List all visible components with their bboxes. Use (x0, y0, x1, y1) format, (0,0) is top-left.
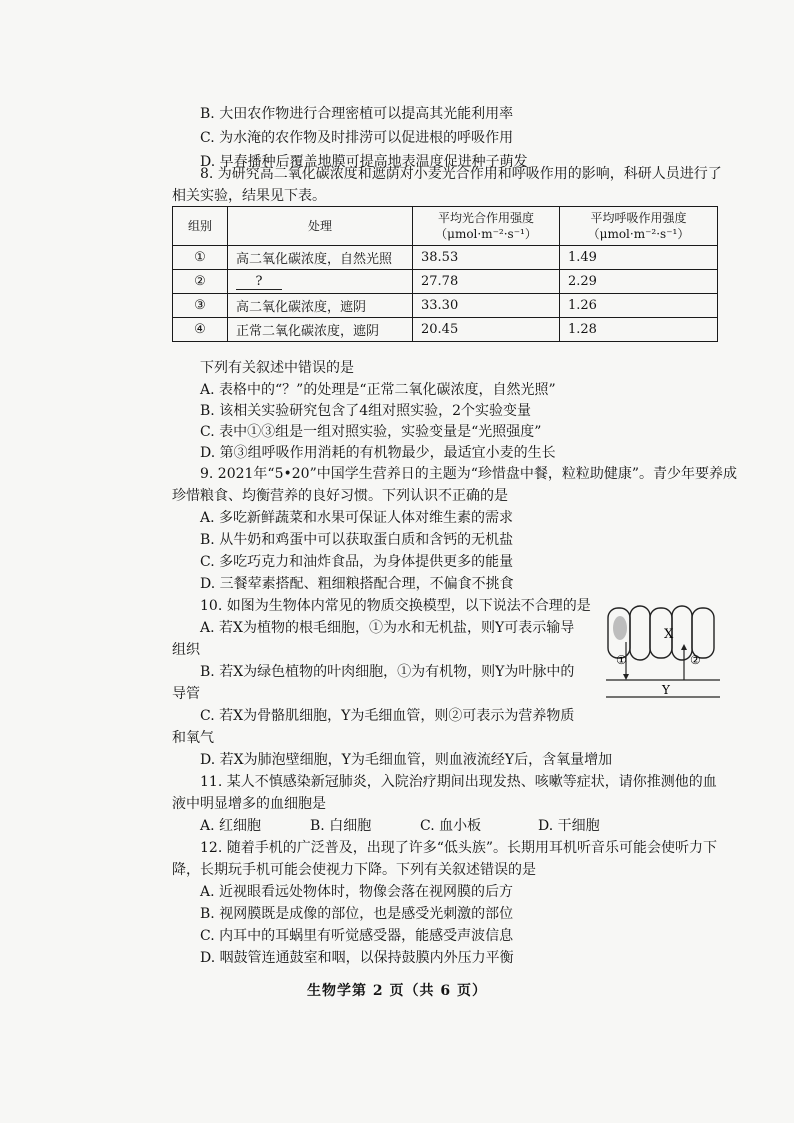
blank-treatment: ? (236, 274, 282, 290)
q12-stem-line2: 降，长期玩手机可能会使视力下降。下列有关叙述错误的是 (172, 862, 536, 878)
q9-option-d: D. 三餐荤素搭配、粗细粮搭配合理，不偏食不挑食 (200, 576, 514, 592)
q10-option-a-cont: 组织 (172, 642, 200, 658)
arrow-up-head (681, 644, 687, 650)
q9-stem-line2: 珍惜粮食、均衡营养的良好习惯。下列认识不正确的是 (172, 488, 508, 504)
q9-stem-line1: 9. 2021年“5•20”中国学生营养日的主题为“珍惜盘中餐，粒粒助健康”。青少年要养成 (200, 466, 738, 482)
table-header-respiration: 平均呼吸作用强度 （μmol·m⁻²·s⁻¹） (560, 207, 718, 246)
q10-option-c: C. 若X为骨骼肌细胞，Y为毛细血管，则②可表示为营养物质 (200, 708, 575, 724)
q10-option-d: D. 若X为肺泡壁细胞，Y为毛细血管，则血液流经Y后，含氧量增加 (200, 752, 613, 768)
q12-option-a: A. 近视眼看远处物体时，物像会落在视网膜的后方 (200, 884, 514, 900)
q10-stem: 10. 如图为生物体内常见的物质交换模型，以下说法不合理的是 (200, 598, 591, 614)
table-row: ① 高二氧化碳浓度，自然光照 38.53 1.49 (173, 246, 718, 270)
q8-data-table (172, 206, 718, 342)
table-header-group: 组别 (173, 207, 228, 246)
q9-option-c: C. 多吃巧克力和油炸食品，为身体提供更多的能量 (200, 554, 514, 570)
arrow1-label: ① (616, 653, 627, 667)
q10-option-a: A. 若X为植物的根毛细胞，①为水和无机盐，则Y可表示输导 (200, 620, 575, 636)
q8-option-c: C. 表中①③组是一组对照实验，实验变量是“光照强度” (200, 424, 542, 440)
q11-option-c: C. 血小板 (420, 818, 482, 834)
q11-option-b: B. 白细胞 (310, 818, 372, 834)
q8-option-a: A. 表格中的“？”的处理是“正常二氧化碳浓度，自然光照” (200, 382, 556, 398)
q12-stem-line1: 12. 随着手机的广泛普及，出现了许多“低头族”。长期用耳机听音乐可能会使听力下 (200, 840, 718, 856)
nucleus-shape (613, 616, 627, 640)
exchange-model-diagram (604, 602, 724, 698)
arrow2-label: ② (690, 653, 701, 667)
q7-option-d: D. 早春播种后覆盖地膜可提高地表温度促进种子萌发 (200, 154, 528, 170)
table-row: ③ 高二氧化碳浓度，遮阴 33.30 1.26 (173, 294, 718, 318)
arrow-down-head (623, 674, 629, 680)
q9-option-b: B. 从牛奶和鸡蛋中可以获取蛋白质和含钙的无机盐 (200, 532, 514, 548)
q11-stem-line2: 液中明显增多的血细胞是 (172, 796, 326, 812)
q9-option-a: A. 多吃新鲜蔬菜和水果可保证人体对维生素的需求 (200, 510, 514, 526)
x-label: X (664, 627, 674, 642)
q12-option-b: B. 视网膜既是成像的部位，也是感受光刺激的部位 (200, 906, 514, 922)
q8-option-d: D. 第③组呼吸作用消耗的有机物最少，最适宜小麦的生长 (200, 445, 556, 461)
table-header-treatment: 处理 (228, 207, 413, 246)
cell-shape (630, 606, 650, 660)
cell-shape (692, 608, 714, 658)
q12-option-c: C. 内耳中的耳蜗里有听觉感受器，能感受声波信息 (200, 928, 514, 944)
q8-question: 下列有关叙述中错误的是 (200, 360, 354, 376)
q8-option-b: B. 该相关实验研究包含了4组对照实验，2个实验变量 (200, 403, 532, 419)
q10-option-b: B. 若X为绿色植物的叶肉细胞，①为有机物，则Y为叶脉中的 (200, 664, 575, 680)
q11-option-d: D. 干细胞 (538, 818, 600, 834)
table-row: ② ? 27.78 2.29 (173, 270, 718, 294)
page-footer: 生物学第 2 页（共 6 页） (307, 983, 487, 999)
q8-stem-line2: 相关实验，结果见下表。 (172, 188, 326, 204)
q10-option-c-cont: 和氧气 (172, 730, 214, 746)
q12-option-d: D. 咽鼓管连通鼓室和咽，以保持鼓膜内外压力平衡 (200, 950, 514, 966)
q11-option-a: A. 红细胞 (200, 818, 262, 834)
q11-stem-line1: 11. 某人不慎感染新冠肺炎，入院治疗期间出现发热、咳嗽等症状，请你推测他的血 (200, 774, 717, 790)
table-header-photosynthesis: 平均光合作用强度 （μmol·m⁻²·s⁻¹） (413, 207, 560, 246)
q7-option-b: B. 大田农作物进行合理密植可以提高其光能利用率 (200, 106, 514, 122)
q10-option-b-cont: 导管 (172, 686, 200, 702)
table-row: ④ 正常二氧化碳浓度，遮阴 20.45 1.28 (173, 318, 718, 342)
q8-stem-line1: 8. 为研究高二氧化碳浓度和遮荫对小麦光合作用和呼吸作用的影响，科研人员进行了 (200, 166, 722, 182)
cell-shape (672, 606, 692, 660)
q7-option-c: C. 为水淹的农作物及时排涝可以促进根的呼吸作用 (200, 130, 514, 146)
y-label: Y (662, 683, 670, 697)
